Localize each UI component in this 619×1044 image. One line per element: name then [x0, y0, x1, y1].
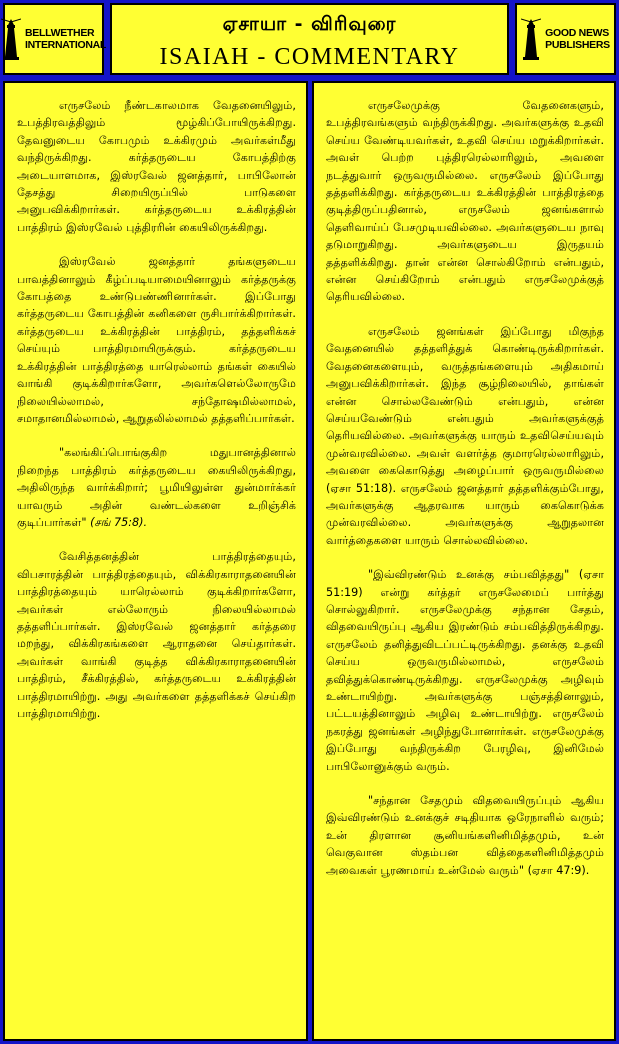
- lighthouse-icon: [1, 17, 21, 61]
- logo-line-2: INTERNATIONAL: [24, 39, 107, 51]
- scripture-reference: (சங் 75:8).: [90, 515, 148, 529]
- paragraph: வேசித்தனத்தின் பாத்திரத்தையும், விபசாரத்தின் பாத்திரத்தையும், விக்கிரகாராதனையின் பாத்திரத்தையும் யாரெல்லாம் குடிக்கிறார்களோ, அவர்கள் எல்லோரும் நிலையில்லாமல் தத்தளிப்பார்கள். இஸ்ரவேல் ஜனத்தார் கர்த்தரை மறந்து, விக்கிரகங்களை ஆராதனை செய்தார்கள். அவர்கள் வாங்கி குடித்த விக்கிரகாராதனையின் பாத்திரம், சீக்கிரத்தில், கர்த்தருடைய உக்கிரத்தின் பாத்திரமாயிற்று. அது அவர்களை தத்தளிக்கச் செய்கிற பாத்திரமாயிற்று.: [17, 550, 296, 720]
- left-column: [3, 81, 308, 1041]
- logo-line-1: BELLWETHER: [24, 27, 95, 39]
- good-news-logo: [515, 3, 616, 75]
- page-header: [110, 3, 509, 75]
- lighthouse-icon: [521, 17, 541, 61]
- paragraph-quote: [17, 444, 296, 531]
- bellwether-logo: [3, 3, 107, 75]
- quote-text: "கலங்கிப்பொங்குகிற மதுபானத்தினால் நிறைந்த பாத்திரம் கர்த்தருடைய கையிலிருக்கிறது, அதிலிருந்த வார்க்கிறார்; பூமியிலுள்ள துன்மார்க்கர் யாவரும் அதின் வண்டல்களை உறிஞ்சிக் குடிப்பார்கள்": [17, 446, 296, 529]
- paragraph: எருசலேம் ஜனங்கள் இப்போது மிகுந்த வேதனையில் தத்தளித்துக் கொண்டிருக்கிறார்கள். வேதனைகளையும், வருத்தங்களையும் அதிகமாய் அனுபவிக்கிறார்கள். இந்த சூழ்நிலையில், தாங்கள் என்ன சொல்லவேண்டும் என்பதும், என்ன செய்யவேண்டும் என்பதும் அவர்களுக்குத் தெரியவில்லை. அவர்களுக்கு யாரும் உதவிசெய்யவும் முன்வரவில்லை. அவள் வளர்த்த குமாரரெல்லாரிலும், அவளை கைகொடுத்து அழைப்பார் ஒருவருமில்லை (ஏசா 51:18). எருசலேம் ஜனத்தார் தத்தளிக்கும்போது, அவர்களுக்கு ஆதரவாக யாரும் கைகொடுக்க முன்வரவில்லை. அவர்களுக்கு ஆறுதலான வார்த்தைகளை யாரும் சொல்லவில்லை.: [326, 324, 604, 547]
- title-english: ISAIAH - COMMENTARY: [159, 44, 460, 70]
- paragraph: இஸ்ரவேல் ஜனத்தார் தங்களுடைய பாவத்தினாலும் கீழ்ப்படியாமையினாலும் கர்த்தருக்கு கோபத்தை உண்டுபண்ணினார்கள். இப்போது கர்த்தருடைய கோபத்தின் கனிகளை ருசிபார்க்கிறார்கள். கர்த்தருடைய உக்கிரத்தின் பாத்திரம், தத்தளிக்கச் செய்யும் பாத்திரமாயிருக்கும். கர்த்தருடைய உக்கிரத்தின் பாத்திரத்தை யாரெல்லாம் தங்கள் கையில் வாங்கி குடிக்கிறார்களோ, அவர்களெல்லோருமே நிலையில்லாமல், சந்தோஷமில்லாமல், சமாதானமில்லாமல், ஆறுதலில்லாமல் தத்தளிப்பார்கள்.: [17, 255, 296, 425]
- title-tamil: ஏசாயா - விரிவுரை: [222, 13, 397, 35]
- paragraph: எருசலேம் நீண்டகாலமாக வேதனையிலும், உபத்திரவத்திலும் மூழ்கிப்போயிருக்கிறது. தேவனுடைய கோபமும் உக்கிரமும் அவர்கள்மீது வந்திருக்கிறது. கர்த்தருடைய கோபத்திற்கு அடையாளமாக, இஸ்ரவேல் ஜனத்தார், பாபிலோன் தேசத்து சிறையிருப்பில் பாடுகளை அனுபவிக்கிறார்கள். கர்த்தருடைய உக்கிரத்தின் பாத்திரம் இஸ்ரவேல் புத்திரரின் கையிலிருக்கிறது.: [17, 99, 296, 234]
- logo-line-1: GOOD NEWS: [545, 27, 609, 39]
- paragraph: "இவ்விரண்டும் உனக்கு சம்பவித்தது" (ஏசா 51:19) என்று கர்த்தர் எருசலேமைப் பார்த்து சொல்லுகிறார். எருசலேமுக்கு சந்தான சேதம், விதவையிருப்பு ஆகிய இரண்டும் சம்பவித்திருக்கிறது. எருசலேம் தனித்துவிடப்பட்டிருக்கிறது. தனக்கு உதவி செய்ய ஒருவருமில்லாமல், எருசலேம் தவித்துக்கொண்டிருக்கிறது. எருசலேமுக்கு அழிவும் உண்டாயிற்று. அவர்களுக்கு பஞ்சத்தினாலும், பட்டயத்தினாலும் அழிவு உண்டாயிற்று. எருசலேம் நகரத்து ஜனங்கள் அழிந்துபோனார்கள். எருசலேமுக்கு இப்போது வந்திருக்கிற பேரழிவு, இனிமேல் பாபிலோனுக்கும் வரும்.: [326, 568, 604, 773]
- paragraph: எருசலேமுக்கு வேதனைகளும், உபத்திரவங்களும் வந்திருக்கிறது. அவர்களுக்கு உதவி செய்ய வேண்டியவர்கள், உதவி செய்ய மறுக்கிறார்கள். அவள் பெற்ற புத்திரரெல்லாரிலும், அவளை நடத்துவார் ஒருவருமில்லை. எருசலேம் இப்போது தத்தளிக்கிறது. கர்த்தருடைய உக்கிரத்தின் பாத்திரத்தை குடித்திருப்பதினால், எருசலேம் ஜனங்களால் தெளிவாய்ப் பேசமுடியவில்லை. அவர்களுடைய நாவு தடுமாறுகிறது. அவர்களுடைய இருதயம் தத்தளிக்கிறது. தான் என்ன சொல்கிறோம் என்பதும், என்ன செய்கிறோம் என்பதும் எருசலேமுக்குத் தெரியவில்லை.: [326, 99, 604, 304]
- paragraph-quote: "சந்தான சேதமும் விதவையிருப்பும் ஆகிய இவ்விரண்டும் உனக்குச் சடிதியாக ஒரேநாளில் வரும்; உன் திரளான சூனியங்களினிமித்தமும், உன் வெகுவான ஸ்தம்பன வித்தைகளினிமித்தமும் அவைகள் பூரணமாய் உன்மேல் வரும்" (ஏசா 47:9).: [326, 794, 604, 877]
- logo-line-2: PUBLISHERS: [545, 39, 610, 51]
- right-column: [312, 81, 616, 1041]
